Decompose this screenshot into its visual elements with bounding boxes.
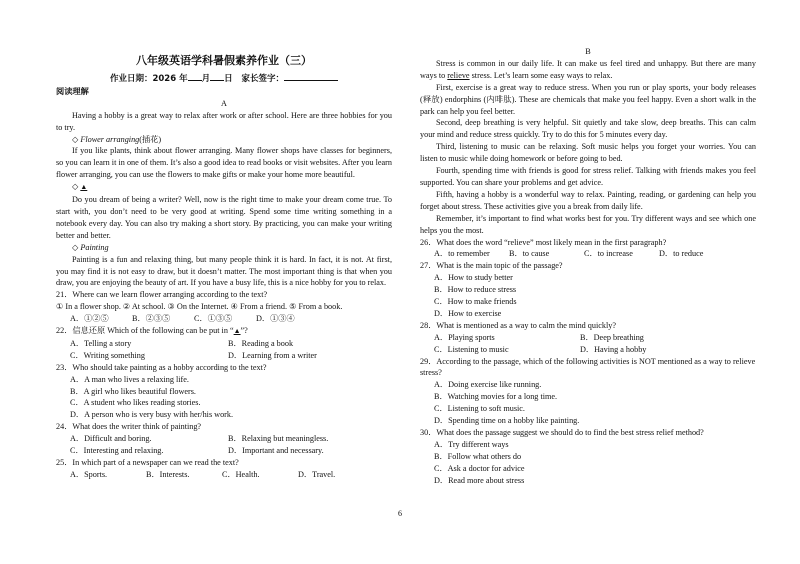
heading-painting [56, 242, 392, 254]
option-c[interactable]: C．Listening to soft music. [434, 404, 525, 414]
option-a[interactable]: A．How to study better [434, 273, 513, 283]
options-row [56, 433, 392, 445]
option-d[interactable]: D．Important and necessary. [228, 446, 324, 456]
option-b[interactable]: B．Deep breathing [580, 332, 644, 342]
blank-triangle-mark: ▲ [233, 327, 241, 336]
option-a[interactable]: A．①②⑤ [70, 314, 109, 324]
day-label: 日 [224, 74, 233, 84]
blank-triangle-mark: ▲ [80, 183, 88, 192]
question-stem: 24．What does the writer think of painting? [56, 422, 202, 432]
question-stem: 29．According to the passage, which of the following activities is NOT mentioned as a way to relieve stress? [420, 356, 756, 378]
question-stem [56, 325, 392, 338]
option-b[interactable]: B．Interests. [146, 469, 190, 479]
passage-b-p1-text: Stress is common in our daily life. It can make us feel tired and unhappy. But there are many ways to [420, 58, 756, 80]
passage-b-p4: Third, listening to music can be relaxing. Soft music helps you forget your worries. You can listen to music while doing homework or before going to bed. [420, 142, 756, 164]
passage-a-p1: If you like plants, think about flower arranging. Many flower shops have classes for beginners, so you can learn it in one of them. It’s also a good idea to read books or visit websites. After you learn flower arranging, you can use the flowers to make gifts or make your home more beautiful. [56, 146, 392, 180]
question-21 [56, 289, 392, 325]
option-d[interactable]: D．①③④ [256, 314, 295, 324]
option-b[interactable]: B．Reading a book [228, 338, 294, 348]
option-a[interactable]: A．A man who lives a relaxing life. [70, 374, 189, 384]
option-b[interactable]: B．②③⑤ [132, 314, 171, 324]
date-label: 作业日期：2026 年 [109, 74, 188, 84]
page-title: 八年级英语学科暑假素养作业（三） [136, 54, 312, 67]
option-a[interactable]: A．Playing sports [434, 332, 495, 342]
question-24 [56, 421, 392, 457]
question-stem-end: ”? [240, 326, 248, 336]
passage-b-label: B [585, 47, 591, 56]
question-23 [56, 362, 392, 422]
diamond-icon: ◇ [72, 182, 79, 192]
passage-b-p2: First, exercise is a great way to reduce stress. When you run or play sports, your body releases (释放) endorphins (内啡肽). These are chemicals that make you feel happy. Even a short walk in the park can help you feel better. [420, 82, 756, 116]
option-b[interactable]: B．A girl who likes beautiful flowers. [70, 386, 196, 396]
option-b[interactable]: B．Relaxing but meaningless. [228, 434, 329, 444]
question-22 [56, 325, 392, 362]
options-row [56, 338, 392, 350]
month-label: 月 [201, 74, 211, 84]
option-a[interactable]: A．Sports. [70, 469, 108, 479]
diamond-icon: ◇ [72, 242, 79, 252]
passage-b-p3: Second, deep breathing is very helpful. Sit quietly and take slow, deep breaths. This can calm your mind and reduce stress quickly. Try to do this for 5 minutes every day. [420, 118, 756, 140]
options-row [56, 445, 392, 457]
option-c[interactable]: C．Listening to music [434, 344, 509, 354]
heading-flower-title: Flower arranging [80, 134, 140, 144]
option-d[interactable]: D．Having a hobby [580, 344, 647, 354]
option-d[interactable]: D．to reduce [659, 249, 704, 259]
option-d[interactable]: D．Travel. [298, 469, 336, 479]
question-stem: 25．In which part of a newspaper can we read the text? [56, 458, 239, 467]
diamond-icon: ◇ [72, 134, 79, 144]
option-a[interactable]: A．Doing exercise like running. [434, 380, 542, 390]
question-stem: 23．Who should take painting as a hobby according to the text? [56, 362, 267, 372]
passage-b-p1 [420, 58, 756, 82]
option-c[interactable]: C．to increase [584, 249, 633, 259]
option-c[interactable]: C．①③⑤ [194, 314, 233, 324]
question-25 [56, 457, 392, 481]
option-d[interactable]: D．How to exercise [434, 308, 502, 318]
question-stem: 26．What does the word “relieve” most likely mean in the first paragraph? [420, 237, 667, 247]
option-d[interactable]: D．A person who is very busy with her/his work. [70, 410, 234, 420]
section-heading: 阅读理解 [56, 85, 89, 96]
options-row [56, 350, 392, 362]
options-row [420, 332, 756, 344]
option-d[interactable]: D．Read more about stress [434, 475, 525, 485]
option-c[interactable]: C．How to make friends [434, 297, 517, 307]
question-26 [420, 237, 756, 261]
heading-flower [56, 134, 392, 146]
option-a[interactable]: A．Try different ways [434, 439, 509, 449]
underlined-word: relieve [447, 70, 470, 80]
option-c[interactable]: C．Interesting and relaxing. [70, 446, 164, 456]
option-b[interactable]: B．to cause [509, 249, 550, 259]
question-29 [420, 356, 756, 427]
question-stem-en: Which of the following can be put in “ [107, 326, 234, 336]
option-b[interactable]: B．Follow what others do [434, 451, 522, 461]
left-column [56, 0, 392, 481]
right-column [420, 46, 756, 487]
passage-b-p1-tail: stress. Let’s learn some easy ways to relax. [469, 70, 613, 80]
heading-flower-cn: (插花) [139, 134, 162, 144]
option-b[interactable]: B．How to reduce stress [434, 285, 517, 295]
option-c[interactable]: C．A student who likes reading stories. [70, 398, 201, 408]
options-row [56, 469, 392, 481]
heading-blank [56, 181, 392, 194]
option-b[interactable]: B．Watching movies for a long time. [434, 392, 558, 402]
question-stem: 28．What is mentioned as a way to calm the mind quickly? [420, 320, 616, 330]
passage-b-p5: Fourth, spending time with friends is good for stress relief. Talking with friends makes you feel supported. You can share your problems and get advice. [420, 166, 756, 187]
page-number: 6 [398, 509, 402, 518]
passage-a-label: A [221, 98, 227, 108]
assignment-meta [56, 72, 392, 86]
option-a[interactable]: A．Telling a story [70, 338, 132, 348]
option-c[interactable]: C．Writing something [70, 350, 145, 360]
question-stem: 21．Where can we learn flower arranging according to the text? [56, 290, 268, 300]
passage-b-p7: Remember, it’s important to find what works best for you. Try different ways and see which one helps you the most. [420, 213, 756, 235]
day-blank[interactable] [210, 72, 224, 81]
question-30 [420, 427, 756, 487]
passage-b-p6: Fifth, having a hobby is a wonderful way to relax. Painting, reading, or gardening can help you forget about stress. These activities give you a break from daily life. [420, 189, 756, 211]
option-a[interactable]: A．to remember [434, 249, 490, 259]
option-d[interactable]: D．Spending time on a hobby like painting. [434, 416, 580, 426]
heading-painting-title: Painting [80, 242, 109, 252]
options-row [420, 248, 756, 260]
month-blank[interactable] [188, 72, 202, 81]
question-choices-list: ① In a flower shop. ② At school. ③ On the Internet. ④ From a friend. ⑤ From a book. [56, 302, 343, 312]
passage-a-p2: Do you dream of being a writer? Well, now is the right time to make your dream come true. To start with, you don’t need to be very good at writing. Spend some time writing something in a notebook every day. You can also try making a short story. By practicing, you can make your writing better and better. [56, 195, 392, 240]
parent-label: 家长签字： [241, 74, 285, 84]
option-c[interactable]: C．Health. [222, 469, 260, 479]
option-c[interactable]: C．Ask a doctor for advice [434, 463, 525, 473]
signature-blank[interactable] [284, 72, 338, 81]
options-row [56, 313, 392, 325]
question-28 [420, 320, 756, 356]
passage-a-intro: Having a hobby is a great way to relax after work or after school. Here are three hobbies for you to try. [56, 110, 392, 132]
option-a[interactable]: A．Difficult and boring. [70, 434, 152, 444]
option-d[interactable]: D．Learning from a writer [228, 350, 317, 360]
passage-a-p3: Painting is a fun and relaxing thing, but many people think it is hard. In fact, it is not. At first, you may find it is not easy to draw, but it doesn’t matter. The most important thing is that when you draw, you are enjoying the beauty of art. If you have a busy life, this is a nice hobby for you to relax. [56, 254, 392, 288]
options-row [420, 344, 756, 356]
question-27 [420, 260, 756, 320]
question-stem-cn: 22．信息还原 [56, 326, 106, 336]
question-stem: 30．What does the passage suggest we should do to find the best stress relief method? [420, 428, 704, 437]
question-stem: 27．What is the main topic of the passage? [420, 261, 563, 271]
